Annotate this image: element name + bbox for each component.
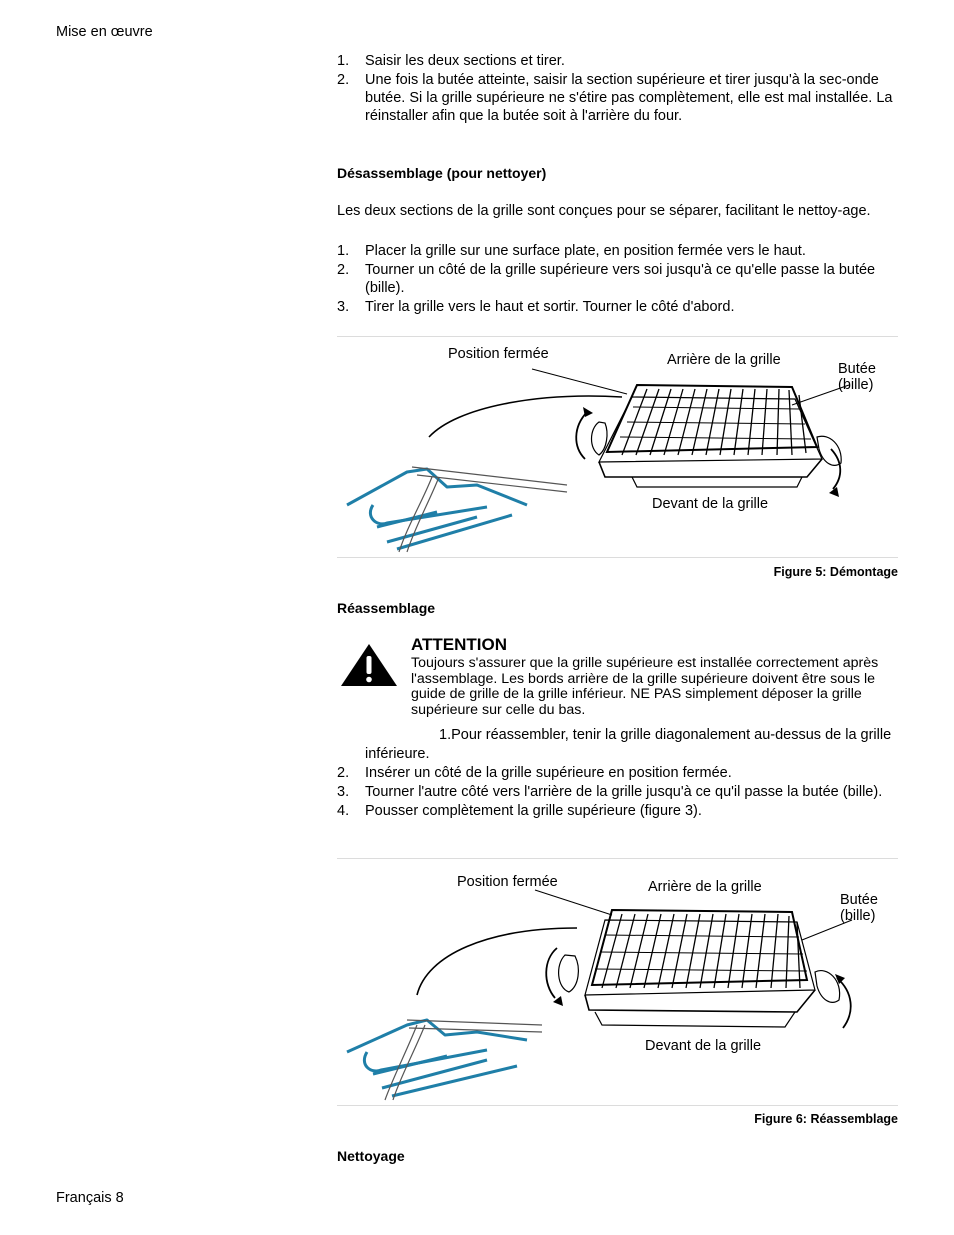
rack-disassembly-drawing [337,337,898,557]
list-item [337,261,897,297]
running-header: Mise en œuvre [56,24,153,40]
section-heading-reassembly: Réassemblage [337,600,436,616]
reassembly-steps-list [337,764,897,821]
step-number: 2. [337,262,350,278]
step-number: 1. [337,53,350,69]
step-text: Tourner un côté de la grille supérieure vers soi jusqu'à ce qu'elle passe la butée (bille). [365,262,876,296]
label-closed-position: Position fermée [448,346,549,362]
step-text: Une fois la butée atteinte, saisir la section supérieure et tirer jusqu'à la sec-onde butée. Si la grille supérieure ne s'étire pas complètement, elle est mal installée. La réinstaller afin que la butée soit à l'arrière du four. [365,72,893,124]
label-stop: Butée [840,892,878,908]
step-text: Pousser complètement la grille supérieure (figure 3). [365,803,702,819]
rack-reassembly-drawing [337,860,898,1104]
disassembly-steps-list [337,242,897,317]
section-heading-cleaning: Nettoyage [337,1148,405,1164]
figure-6-illustration [337,860,898,1104]
step-number: 2. [337,72,350,88]
warning-title: ATTENTION [411,635,508,654]
step-text: Tourner l'autre côté vers l'arrière de la grille jusqu'à ce qu'il passe la butée (bille). [365,784,883,800]
step-text: Insérer un côté de la grille supérieure en position fermée. [365,765,732,781]
page-footer: Français 8 [56,1190,124,1206]
label-rack-back: Arrière de la grille [648,879,762,895]
warning-text: Toujours s'assurer que la grille supérieure est installée correctement après l'assemblage. Les bords arrière de la grille supérieure doivent être sous le guide de grille de la grille inférieur. NE PAS simplement déposer la grille supérieure sur celle du bas. [411,655,879,718]
figure-5-illustration [337,337,898,557]
list-item [337,298,897,316]
label-stop-ball: (bille) [838,377,874,393]
label-rack-back: Arrière de la grille [667,352,781,368]
step-number: 4. [337,803,350,819]
disassembly-intro: Les deux sections de la grille sont conçues pour se séparer, facilitant le nettoy-age. [337,203,871,219]
label-rack-front: Devant de la grille [652,496,769,512]
figure-bottom-rule [337,557,898,558]
label-rack-front: Devant de la grille [645,1038,762,1054]
figure-bottom-rule [337,1105,898,1106]
label-stop: Butée [838,361,876,377]
list-item [337,71,897,125]
reassembly-step1-line2: inférieure. [365,746,430,762]
section-heading-disassembly: Désassemblage (pour nettoyer) [337,165,547,181]
step-number: 3. [337,299,350,315]
label-closed-position: Position fermée [457,874,558,890]
list-item [337,764,897,782]
reassembly-step1-line1: 1.Pour réassembler, tenir la grille diagonalement au-dessus de la grille [439,727,892,743]
step-text: Placer la grille sur une surface plate, en position fermée vers le haut. [365,243,806,259]
figure-6-caption: Figure 6: Réassemblage [754,1112,898,1126]
step-number: 2. [337,765,350,781]
step-text: Tirer la grille vers le haut et sortir. Tourner le côté d'abord. [365,299,735,315]
list-item [337,783,897,801]
step-number: 3. [337,784,350,800]
list-item [337,242,897,260]
warning-triangle-icon [340,643,398,691]
list-item [337,52,897,70]
figure-5-caption: Figure 5: Démontage [773,565,898,579]
setup-steps-list [337,52,897,126]
step-text: Saisir les deux sections et tirer. [365,53,565,69]
figure-top-rule [337,858,898,859]
label-stop-ball: (bille) [840,908,876,924]
list-item [337,802,897,820]
step-number: 1. [337,243,350,259]
